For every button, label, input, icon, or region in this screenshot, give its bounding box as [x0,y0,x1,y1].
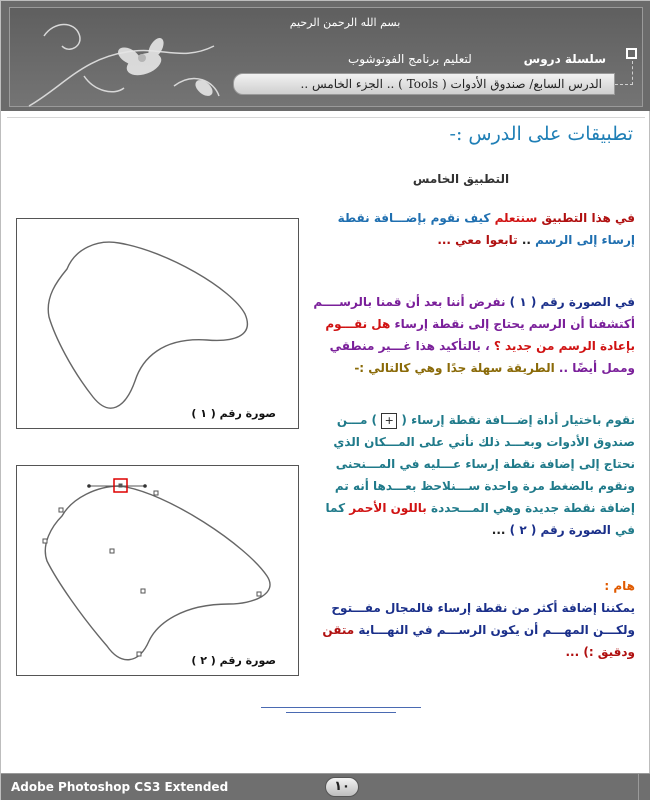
intro-paragraph [305,207,635,251]
steps-paragraph [305,409,635,541]
p3-segment: الصورة رقم ( ٢ ) [509,523,611,537]
p1-segment: في هذا التطبيق [541,211,635,225]
note-label: هام : [604,579,635,593]
bottom-divider [286,712,396,713]
p2-segment: ، بالتأكيد هذا غـــير منطقي وممل أيضًا .. [329,339,635,375]
p4-segment: يمكننا إضافة أكثر من نقطة إرساء فالمجال مفـــتوح ولكـــن المهـــم أن يكون الرســـم في النهـــاية [331,601,635,637]
figure-2-caption: صورة رقم ( ٢ ) [191,654,276,667]
bottom-divider [261,707,421,708]
p3-segment: باللون الأحمر [349,501,427,515]
footer-divider [638,774,639,800]
p2-segment: في الصورة رقم ( ١ ) [509,295,635,309]
path-shape-1 [17,219,298,428]
figure-2 [16,465,299,676]
footer-product-label: Adobe Photoshop CS3 Extended [11,780,229,794]
p2-segment: نفرض أننا بعد أن قمنا بالرســــم أكتشفنا أن الرسم يحتاج إلى نقطة إرساء [313,295,635,331]
p3-segment: نقوم باختيار أداة إضـــافة نقطة إرساء ( [401,413,635,427]
divider [7,117,645,118]
p3-segment: ) مـــن صندوق الأدوات وبعـــد ذلك نأتي على المـــكان الذي نحتاج إلى إضافة نقطة إرساء عـــليه في المـــنحنى ونقوم بالضغط مرة واحدة ســـنلاحظ بعـــدها أنه تم إضافة نقطة جديدة وهي المـــحددة [333,413,635,515]
basmala: بسم الله الرحمن الرحيم [289,16,401,29]
header-banner [1,1,650,111]
path-shape-2 [17,466,298,675]
application-title: التطبيق الخامس [412,172,510,186]
page-number-badge: ١٠ [325,777,359,797]
figure-1-caption: صورة رقم ( ١ ) [191,407,276,420]
dashed-connector [615,61,633,85]
p4-segment: متقن ودقيق :) ... [322,623,635,659]
p2-segment: هل نقـــوم بإعادة الرسم من جديد ؟ [325,317,635,353]
scenario-paragraph [305,291,635,379]
series-title: سلسلة دروس [523,52,606,66]
p1-segment: تابعوا معي ... [437,233,518,247]
p1-segment: .. [521,233,531,247]
p3-segment: كما في [325,501,635,537]
lesson-title-bar: الدرس السابع/ صندوق الأدوات ( Tools ) .. الجزء الخامس .. [233,73,615,95]
figure-1 [16,218,299,429]
square-bullet-icon [626,48,637,59]
section-heading: تطبيقات على الدرس :- [449,123,633,145]
p3-segment: ... [491,523,506,537]
floral-ornament [24,16,234,116]
p1-segment: سنتعلم [494,211,538,225]
p1-segment: كيف نقوم بإضـــافة نقطة إرساء إلى الرسم [337,211,635,247]
add-anchor-point-tool-icon: + [381,413,397,429]
p2-segment: الطريقة سهلة جدًا وهي كالتالي :- [354,361,555,375]
header-subtitle: لتعليم برنامج الفوتوشوب [348,52,472,66]
footer-bar [1,773,650,800]
note-paragraph [305,575,635,663]
